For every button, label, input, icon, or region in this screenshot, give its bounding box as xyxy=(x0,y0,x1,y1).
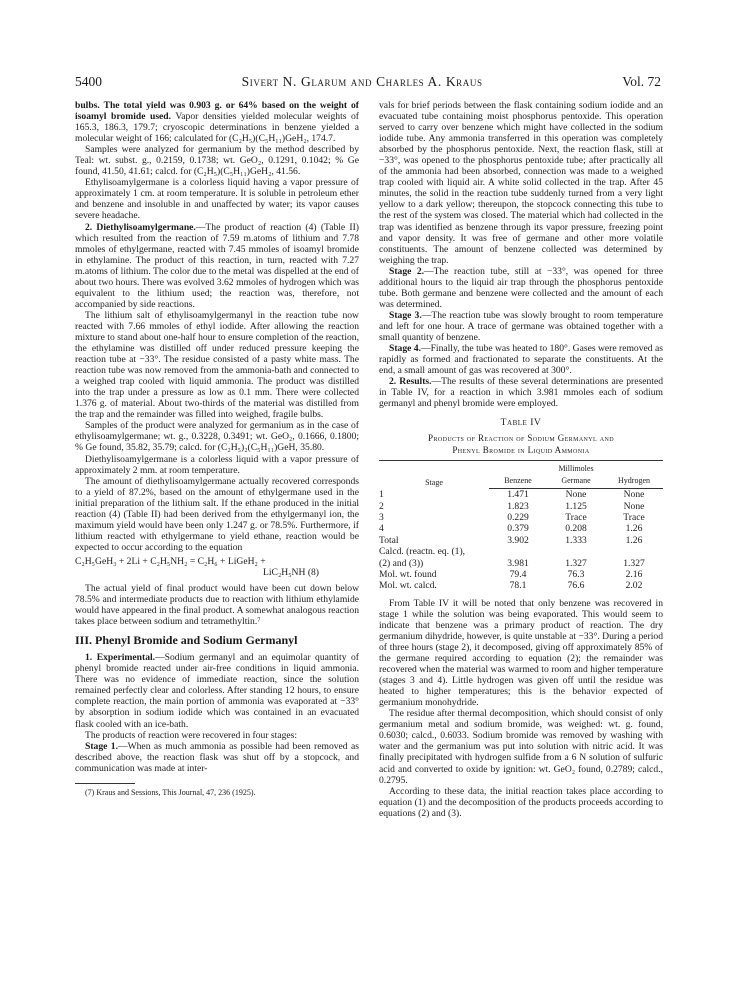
cell-label: (2) and (3)) xyxy=(379,557,424,569)
right-column xyxy=(379,100,663,819)
cell-benzene: 0.229 xyxy=(507,511,529,523)
table-row xyxy=(379,546,663,557)
running-title: Sivert N. Glarum and Charles A. Kraus xyxy=(241,74,483,89)
subsection-lead: 1. Experimental. xyxy=(85,652,156,664)
paragraph: From Table IV it will be noted that only benzene was recovered in stage 1 while the solution was being evaporated. This would seem to indicate that benzene was a primary product of reaction. The dry germanium dihydride, however, is quite unstable at −33°. During a period of three hours (stage 2), it decomposed, giving off approximately 85% of the germane required according to equation (2); the remainder was recovered when the material was warmed to room and higher temperature (stages 3 and 4). Little hydrogen was given off until the residue was heated to higher temperatures; this is the behavior expected of germanium monohydride. xyxy=(379,597,663,709)
table-title: Table IV xyxy=(500,417,542,429)
paragraph: bulbs. The total yield was 0.903 g. or 64% based on the weight of isoamyl bromide used. Vapor densities yielded molecular weights of 165.3, 186.3, 179.7; cryoscopic determinations in benzene yielded a molecular weight of 166; calculated for (C₂H₅)(C₅H₁₁)GeH₂, 174.7. xyxy=(75,100,359,145)
table-caption: Products of Reaction of Sodium Germanyl and Phenyl Bromide in Liquid Ammonia xyxy=(428,433,614,456)
paragraph: Diethylisoamylgermane is a colorless liquid with a vapor pressure of approximately 2 mm. at room temperature. xyxy=(75,453,359,476)
paragraph: Stage 2.—The reaction tube, still at −33°, was opened for three additional hours to the liquid air trap through the phosphorus pentoxide tube. Both germane and benzene were collected and the amount of each was determined. xyxy=(379,265,663,310)
paragraph: Samples of the product were analyzed for germanium as in the case of ethylisoamylgermane; wt. g., 0.3228, 0.3491; wt. GeO₂, 0.1666, 0.1800; % Ge found, 35.82, 35.79; calcd. for (C₂H₅)₂(C₅H₁₁)GeH, 35.80. xyxy=(75,420,359,454)
cell-hydrogen: None xyxy=(623,500,645,512)
col-header-benzene: Benzene xyxy=(489,475,547,489)
cell-germane: 76.6 xyxy=(567,580,585,592)
table-row xyxy=(379,512,663,523)
paragraph: 2. Results.—The results of these several determinations are presented in Table IV, for a reaction in which 3.981 mmoles each of sodium germanyl and phenyl bromide were employed. xyxy=(379,376,664,410)
cell-label: 2 xyxy=(379,500,384,512)
subsection-lead: 2. Diethylisoamylgermane. xyxy=(85,221,196,233)
paragraph: The residue after thermal decomposition, which should consist of only germanium metal and sodium bromide, was weighed: wt. g. found, 0.6030; calcd., 0.6033. Sodium bromide was removed by washing with water and the germanium was put into solution with nitric acid. It was finally precipitated with hydrogen sulfide from a 6 N solution of sulfuric acid and converted to oxide by ignition: wt. GeO₂ found, 0.2789; calcd., 0.2795. xyxy=(379,708,663,786)
table-row xyxy=(379,489,663,501)
section-heading: III. Phenyl Bromide and Sodium Germanyl xyxy=(75,633,298,648)
paragraph: Stage 3.—The reaction tube was slowly brought to room temperature and left for one hour. A trace of germane was obtained together with a small quantity of benzene. xyxy=(379,309,663,343)
paragraph: Stage 1.—When as much ammonia as possible had been removed as described above, the reaction flask was shut off by a stopcock, and communication was made at inter- xyxy=(75,740,359,774)
table-row xyxy=(379,558,663,569)
paragraph: The amount of diethylisoamylgermane actually recovered corresponds to a yield of 87.2%, based on the amount of ethylgermane used in the initial preparation of the lithium salt. If the ethane produced in the initial reaction (4) (Table II) had been derived from the ethylgermanyl ion, the maximum yield would have been only 1.247 g. or 78.5%. Furthermore, if lithium reacted with ethylgermane to yield ethane, reaction would be expected to occur according to the equation xyxy=(75,475,359,553)
volume-label: Vol. 72 xyxy=(622,74,661,89)
paragraph: 2. Diethylisoamylgermane.—The product of reaction (4) (Table II) which resulted from the reaction of 7.59 m.atoms of lithium and 7.78 mmoles of ethylgermane, reacted with 7.45 mmoles of isoamyl bromide in ethylamine. The product of this reaction, in turn, reacted with 7.27 m.atoms of lithium. The color due to the metal was dispelled at the end of about two hours. There was evolved 3.62 mmoles of hydrogen which was equivalent to the lithium used; the reaction was, therefore, not accompanied by side reactions. xyxy=(75,221,359,310)
col-header-germane: Germane xyxy=(547,475,605,489)
cell-germane: 1.125 xyxy=(565,500,587,512)
stage-lead: Stage 2. xyxy=(389,265,425,277)
stage-lead: Stage 1. xyxy=(85,740,118,752)
cell-benzene: 0.379 xyxy=(507,523,529,535)
table-row xyxy=(379,501,663,512)
cell-benzene: 79.4 xyxy=(509,569,527,581)
unit-header: Millimoles xyxy=(547,461,605,475)
cell-germane: 76.3 xyxy=(567,569,585,581)
cell-label: 3 xyxy=(379,511,384,523)
paragraph: Stage 4.—Finally, the tube was heated to 180°. Gases were removed as rapidly as formed and fractionated to separate the constituents. At the end, a small amount of gas was recovered at 300°. xyxy=(379,343,663,377)
cell-benzene: 1.471 xyxy=(507,489,529,501)
cell-hydrogen: None xyxy=(623,489,645,501)
cell-germane: 0.208 xyxy=(565,523,587,535)
cell-hydrogen: 1.327 xyxy=(623,557,645,569)
cell-label: 1 xyxy=(379,488,384,500)
cell-label: Calcd. (reactn. eq. (1), xyxy=(379,546,466,558)
cell-label: Mol. wt. calcd. xyxy=(379,580,437,592)
stage-lead: Stage 3. xyxy=(389,309,422,321)
cell-hydrogen: 1.26 xyxy=(625,523,643,535)
paragraph: The products of reaction were recovered in four stages: xyxy=(85,729,298,741)
cell-label: Total xyxy=(379,534,399,546)
paragraph: 1. Experimental.—Sodium germanyl and an equimolar quantity of phenyl bromide reacted under air-free conditions in liquid ammonia. There was no evidence of immediate reaction, since the solution remained perfectly clear and colorless. After standing 12 hours, to ensure complete reaction, the main portion of ammonia was evaporated at −33° by absorption in sodium iodide which was contained in an evacuated flask cooled with an ice-bath. xyxy=(75,652,359,730)
cell-germane: Trace xyxy=(565,511,587,523)
table-row xyxy=(379,523,663,534)
cell-hydrogen: 2.16 xyxy=(625,569,643,581)
cell-label: 4 xyxy=(379,523,384,535)
cell-germane: 1.327 xyxy=(565,557,587,569)
col-header-hydrogen: Hydrogen xyxy=(605,475,663,489)
footnote-rule xyxy=(75,783,135,784)
table-row xyxy=(379,535,663,546)
paragraph: vals for brief periods between the flask containing sodium iodide and an evacuated tube containing moist phosphorus pentoxide. This operation served to carry over benzene which might have collected in the sodium iodide tube. Any ammonia transferred in this operation was completely absorbed by the phosphorus pentoxide. Next, the reaction flask, still at −33°, was opened to the phosphorus pentoxide tube; after practically all of the ammonia had been absorbed, connection was made to a weighed trap cooled with liquid air. A white solid collected in the trap. After 45 minutes, the solid in the reaction tube suddenly turned from a very light yellow to a dark yellow; thereupon, the stopcock connecting this tube to the rest of the system was closed. The material which had collected in the trap was identified as benzene through its vapor pressure, freezing point and vapor density. It was free of germane and other more volatile constituents. The amount of benzene collected was determined by weighing the trap. xyxy=(379,100,663,266)
footnote: (7) Kraus and Sessions, This Journal, 47, 236 (1925). xyxy=(85,787,256,797)
cell-hydrogen xyxy=(605,546,663,557)
col-header-stage: Stage xyxy=(379,461,489,489)
cell-germane: None xyxy=(565,489,587,501)
stage-lead: Stage 4. xyxy=(389,343,421,355)
cell-hydrogen: 1.26 xyxy=(625,534,643,546)
table-row xyxy=(379,580,663,591)
cell-germane: 1.333 xyxy=(565,534,587,546)
cell-hydrogen: Trace xyxy=(623,511,645,523)
equation-8: C₂H₅GeH₃ + 2Li + C₂H₅NH₂ = C₂H₆ + LiGeH₂ + LiC₂H₅NH (8) xyxy=(75,555,319,578)
page-number: 5400 xyxy=(75,74,102,89)
results-table xyxy=(379,460,663,591)
table-row xyxy=(379,569,663,580)
paragraph: The lithium salt of ethylisoamylgermanyl in the reaction tube now reacted with 7.66 mmoles of ethyl iodide. After allowing the reaction mixture to stand about one-half hour to ensure completion of the reaction, the ethylamine was distilled off under reduced pressure keeping the reaction tube at −33°. The residue consisted of a pasty white mass. The reaction tube was now removed from the ammonia-bath and connected to a weighed trap cooled with liquid ammonia. The product was distilled into the trap under a pressure as low as 0.1 mm. There were collected 1.376 g. of material. About two-thirds of the material was distilled from the trap and the remainder was filled into weighed, fragile bulbs. xyxy=(75,309,359,421)
paragraph: Ethylisoamylgermane is a colorless liquid having a vapor pressure of approximately 1 cm. at room temperature. It is soluble in petroleum ether and benzene and insoluble in and unaffected by water; its vapor causes severe headache. xyxy=(75,177,359,222)
cell-benzene xyxy=(489,546,547,557)
paragraph: The actual yield of final product would have been cut down below 78.5% and intermediate products due to reaction with lithium ethylamide would have appeared in the final product. A somewhat analogous reaction takes place between sodium and tetramethyltin.⁷ xyxy=(75,583,359,628)
paragraph: Samples were analyzed for germanium by the method described by Teal: wt. subst. g., 0.2159, 0.1738; wt. GeO₂, 0.1291, 0.1042; % Ge found, 41.50, 41.61; calcd. for (C₂H₅)(C₅H₁₁)GeH₂, 41.56. xyxy=(75,144,359,178)
left-column xyxy=(75,100,359,798)
cell-hydrogen: 2.02 xyxy=(625,580,643,592)
page-header xyxy=(75,74,661,94)
subsection-lead: 2. Results. xyxy=(389,376,432,388)
cell-benzene: 3.902 xyxy=(507,534,529,546)
cell-germane xyxy=(547,546,605,557)
paragraph: According to these data, the initial reaction takes place according to equation (1) and the decomposition of the products proceeds according to equations (2) and (3). xyxy=(379,785,663,819)
cell-label: Mol. wt. found xyxy=(379,569,437,581)
cell-benzene: 1.823 xyxy=(507,500,529,512)
cell-benzene: 3.981 xyxy=(507,557,529,569)
cell-benzene: 78.1 xyxy=(509,580,527,592)
